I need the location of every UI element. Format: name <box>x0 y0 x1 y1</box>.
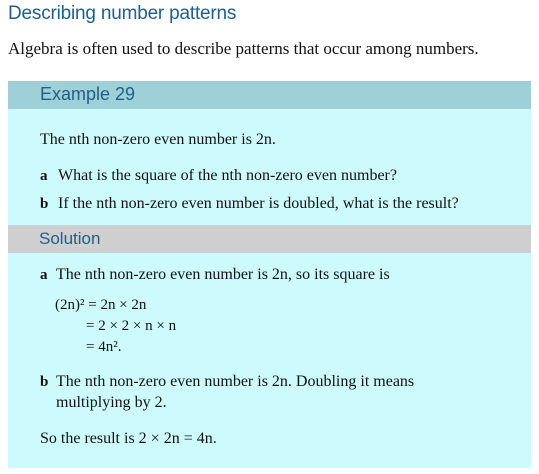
question-b-text: If the nth non-zero even number is doubled, what is the result? <box>58 195 459 212</box>
solution-b-label: b <box>40 374 49 390</box>
solution-b-text-line-2: multiplying by 2. <box>56 394 167 411</box>
solution-b <box>40 373 414 391</box>
question-a <box>40 167 397 185</box>
solution-a-text: The nth non-zero even number is 2n, so its square is <box>56 266 390 283</box>
solution-header-bar <box>8 225 531 253</box>
solution-a-label: a <box>40 267 48 283</box>
question-b-label: b <box>40 196 49 212</box>
working-line-2: = 2 × 2 × n × n <box>86 318 177 334</box>
question-b <box>40 195 459 213</box>
solution-title: Solution <box>39 229 101 248</box>
solution-b-text-line-1: The nth non-zero even number is 2n. Doubling it means <box>56 373 415 390</box>
example-statement: The nth non-zero even number is 2n. <box>40 131 276 148</box>
working-line-1: (2n)² = 2n × 2n <box>55 297 147 313</box>
example-header-bar <box>8 81 531 109</box>
example-title: Example 29 <box>40 84 136 104</box>
working-line-3: = 4n². <box>86 339 122 355</box>
intro-paragraph: Algebra is often used to describe patterns that occur among numbers. <box>8 39 479 58</box>
solution-a <box>40 266 390 284</box>
question-a-label: a <box>40 168 48 184</box>
question-a-text: What is the square of the nth non-zero even number? <box>58 167 397 184</box>
example-panel <box>8 81 531 468</box>
section-heading: Describing number patterns <box>8 3 237 24</box>
solution-conclusion: So the result is 2 × 2n = 4n. <box>40 430 217 447</box>
